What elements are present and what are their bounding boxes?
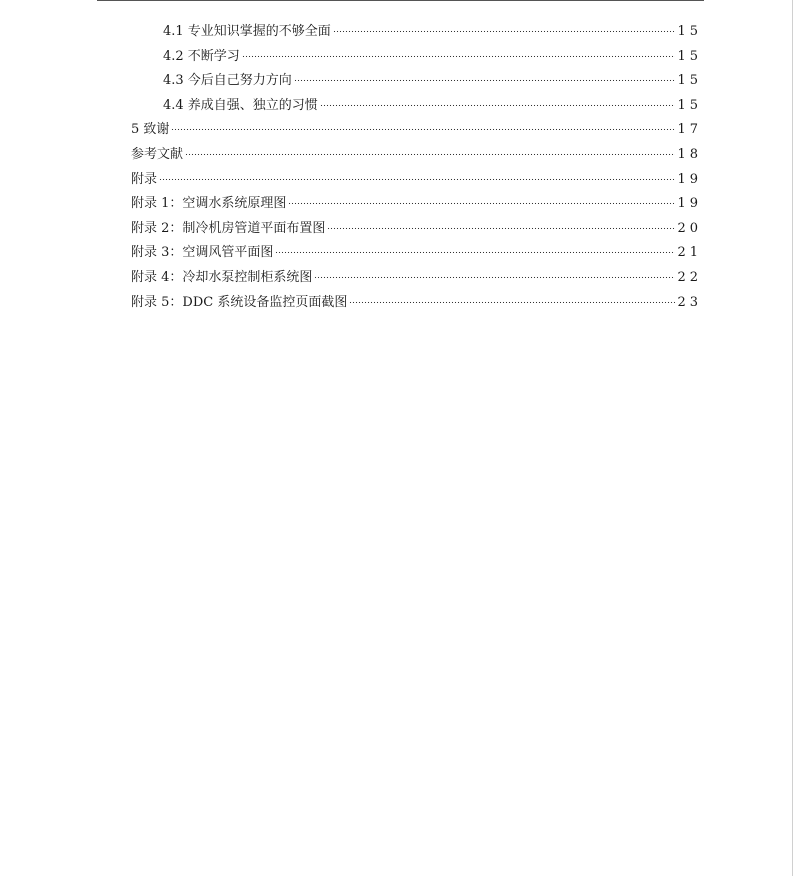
toc-leader-dots (327, 223, 675, 229)
toc-entry-page: 19 (677, 196, 702, 212)
toc-entry[interactable] (131, 217, 702, 242)
toc-entry-title: 4.2 不断学习 (163, 48, 240, 64)
toc-leader-dots (288, 198, 675, 204)
toc-entry-page: 19 (677, 171, 702, 187)
header-rule (97, 0, 704, 1)
toc-entry[interactable] (131, 266, 702, 291)
toc-entry-title: 附录 2：制冷机房管道平面布置图 (131, 220, 326, 236)
toc-leader-dots (171, 124, 675, 130)
toc-entry-title: 附录 4：冷却水泵控制柜系统图 (131, 269, 313, 285)
toc-entry-title: 5 致谢 (131, 122, 170, 138)
toc-leader-dots (242, 51, 676, 57)
toc-entry-title: 4.1 专业知识掌握的不够全面 (163, 24, 331, 39)
toc-entry[interactable] (131, 241, 702, 266)
toc-entry[interactable] (131, 20, 702, 45)
toc-leader-dots (349, 297, 675, 303)
toc-entry-page: 21 (677, 245, 702, 261)
toc-entry[interactable] (131, 143, 702, 168)
toc-entry[interactable] (131, 192, 702, 217)
toc-leader-dots (333, 26, 676, 32)
toc-entry-title: 附录 1：空调水系统原理图 (131, 196, 287, 212)
toc-entry[interactable] (131, 69, 702, 94)
toc-entry-title: 4.4 养成自强、独立的习惯 (163, 97, 318, 113)
toc-entry-page: 23 (677, 294, 702, 310)
toc-leader-dots (320, 100, 676, 106)
toc-entry-page: 15 (677, 24, 702, 39)
toc-entry[interactable] (131, 94, 702, 119)
toc-entry-page: 15 (677, 97, 702, 113)
toc-leader-dots (294, 75, 676, 81)
toc-entry-page: 17 (677, 122, 702, 138)
toc-entry[interactable] (131, 291, 702, 316)
toc-entry-title: 附录 (131, 171, 158, 187)
toc-entry-page: 15 (677, 73, 702, 89)
toc-entry-title: 4.3 今后自己努力方向 (163, 73, 292, 89)
toc-entry-title: 附录 3：空调风管平面图 (131, 245, 274, 261)
toc-entry[interactable] (131, 168, 702, 193)
toc-entry-page: 20 (677, 220, 702, 236)
toc-entry-title: 附录 5：DDC 系统设备监控页面截图 (131, 294, 348, 310)
toc-leader-dots (159, 174, 675, 180)
toc-entry-page: 18 (677, 146, 702, 162)
toc-entry-title: 参考文献 (131, 146, 184, 162)
toc-entry-page: 22 (677, 269, 702, 285)
toc-leader-dots (275, 247, 675, 253)
toc-entry-page: 15 (677, 48, 702, 64)
table-of-contents (131, 20, 702, 315)
toc-entry[interactable] (131, 45, 702, 70)
toc-leader-dots (314, 272, 675, 278)
page-edge (792, 0, 793, 876)
toc-entry[interactable] (131, 118, 702, 143)
toc-leader-dots (185, 149, 675, 155)
